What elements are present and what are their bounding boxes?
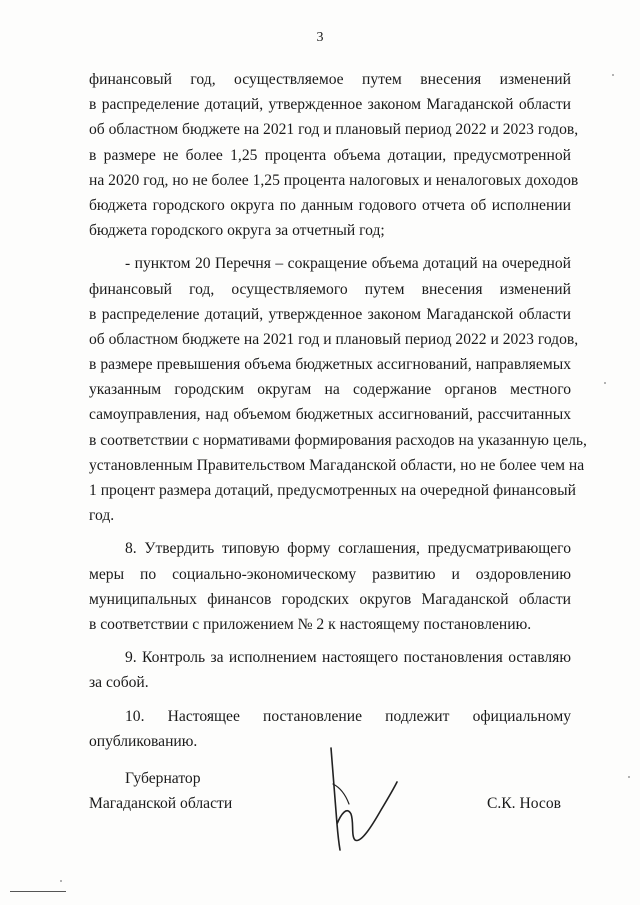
paragraph-p4	[89, 645, 571, 695]
text-line: бюджета городского округа по данным годового отчета об исполнении	[89, 196, 571, 214]
text-line: в распределение дотаций, утвержденное законом Магаданской области	[89, 305, 571, 323]
paragraph-p1	[89, 67, 579, 243]
text-line: 9. Контроль за исполнением настоящего постановления оставляю	[125, 649, 571, 667]
text-line: установленным Правительством Магаданской области, но не более чем на	[89, 456, 585, 474]
document-body	[89, 67, 587, 754]
text-line: в распределение дотаций, утвержденное законом Магаданской области	[89, 96, 571, 114]
paragraph-gap	[89, 696, 571, 704]
footer-rule	[10, 891, 66, 892]
text-line: на 2020 год, но не более 1,25 процента налоговых и неналоговых доходов	[89, 171, 579, 189]
signatory-title-line-1: Губернатор	[125, 770, 201, 787]
text-line: 1 процент размера дотаций, предусмотренных на очередной финансовый	[89, 482, 576, 499]
page-number: 3	[316, 30, 324, 45]
paragraph-gap	[89, 243, 571, 251]
text-line: самоуправления, над объемом бюджетных ассигнований, рассчитанных	[89, 406, 571, 424]
text-line: опубликованию.	[89, 732, 198, 750]
text-line: бюджета городского округа за отчетный год;	[89, 222, 385, 240]
text-line: в размере не более 1,25 процента объема дотации, предусмотренной	[89, 146, 571, 164]
scan-speck	[628, 776, 630, 778]
text-line: финансовый год, осуществляемое путем внесения изменений	[89, 71, 571, 88]
paragraph-gap	[89, 637, 571, 645]
text-line: 8. Утвердить типовую форму соглашения, предусматривающего	[125, 540, 571, 558]
text-line: в соответствии с приложением № 2 к настоящему постановлению.	[89, 615, 532, 633]
text-line: указанным городским округам на содержание органов местного	[89, 381, 571, 399]
scan-speck	[612, 74, 614, 76]
text-line: за собой.	[89, 674, 149, 692]
scan-speck	[60, 880, 62, 882]
text-line: финансовый год, осуществляемого путем внесения изменений	[89, 280, 571, 298]
handwritten-signature	[311, 744, 411, 854]
text-line: об областном бюджете на 2021 год и плановый период 2022 и 2023 годов,	[89, 121, 579, 139]
paragraph-p2	[89, 251, 587, 528]
text-line: об областном бюджете на 2021 год и плановый период 2022 и 2023 годов,	[89, 330, 579, 348]
text-line: в соответствии с нормативами формирования расходов на указанную цель,	[89, 431, 587, 449]
text-line: муниципальных финансов городских округов Магаданской области	[89, 590, 571, 608]
paragraph-gap	[89, 528, 571, 536]
signatory-name: С.К. Носов	[486, 795, 561, 812]
text-line: 10. Настоящее постановление подлежит официальному	[125, 707, 571, 725]
signatory-title-line-2: Магаданской области	[89, 795, 233, 812]
text-line: меры по социально-экономическому развитию и оздоровлению	[89, 565, 571, 583]
paragraph-p3	[89, 536, 571, 637]
text-line: год.	[89, 507, 115, 525]
text-line: - пунктом 20 Перечня – сокращение объема дотаций на очередной	[125, 255, 571, 273]
text-line: в размере превышения объема бюджетных ассигнований, направляемых	[89, 356, 571, 374]
signature-block	[89, 760, 571, 860]
scan-speck	[604, 382, 606, 384]
